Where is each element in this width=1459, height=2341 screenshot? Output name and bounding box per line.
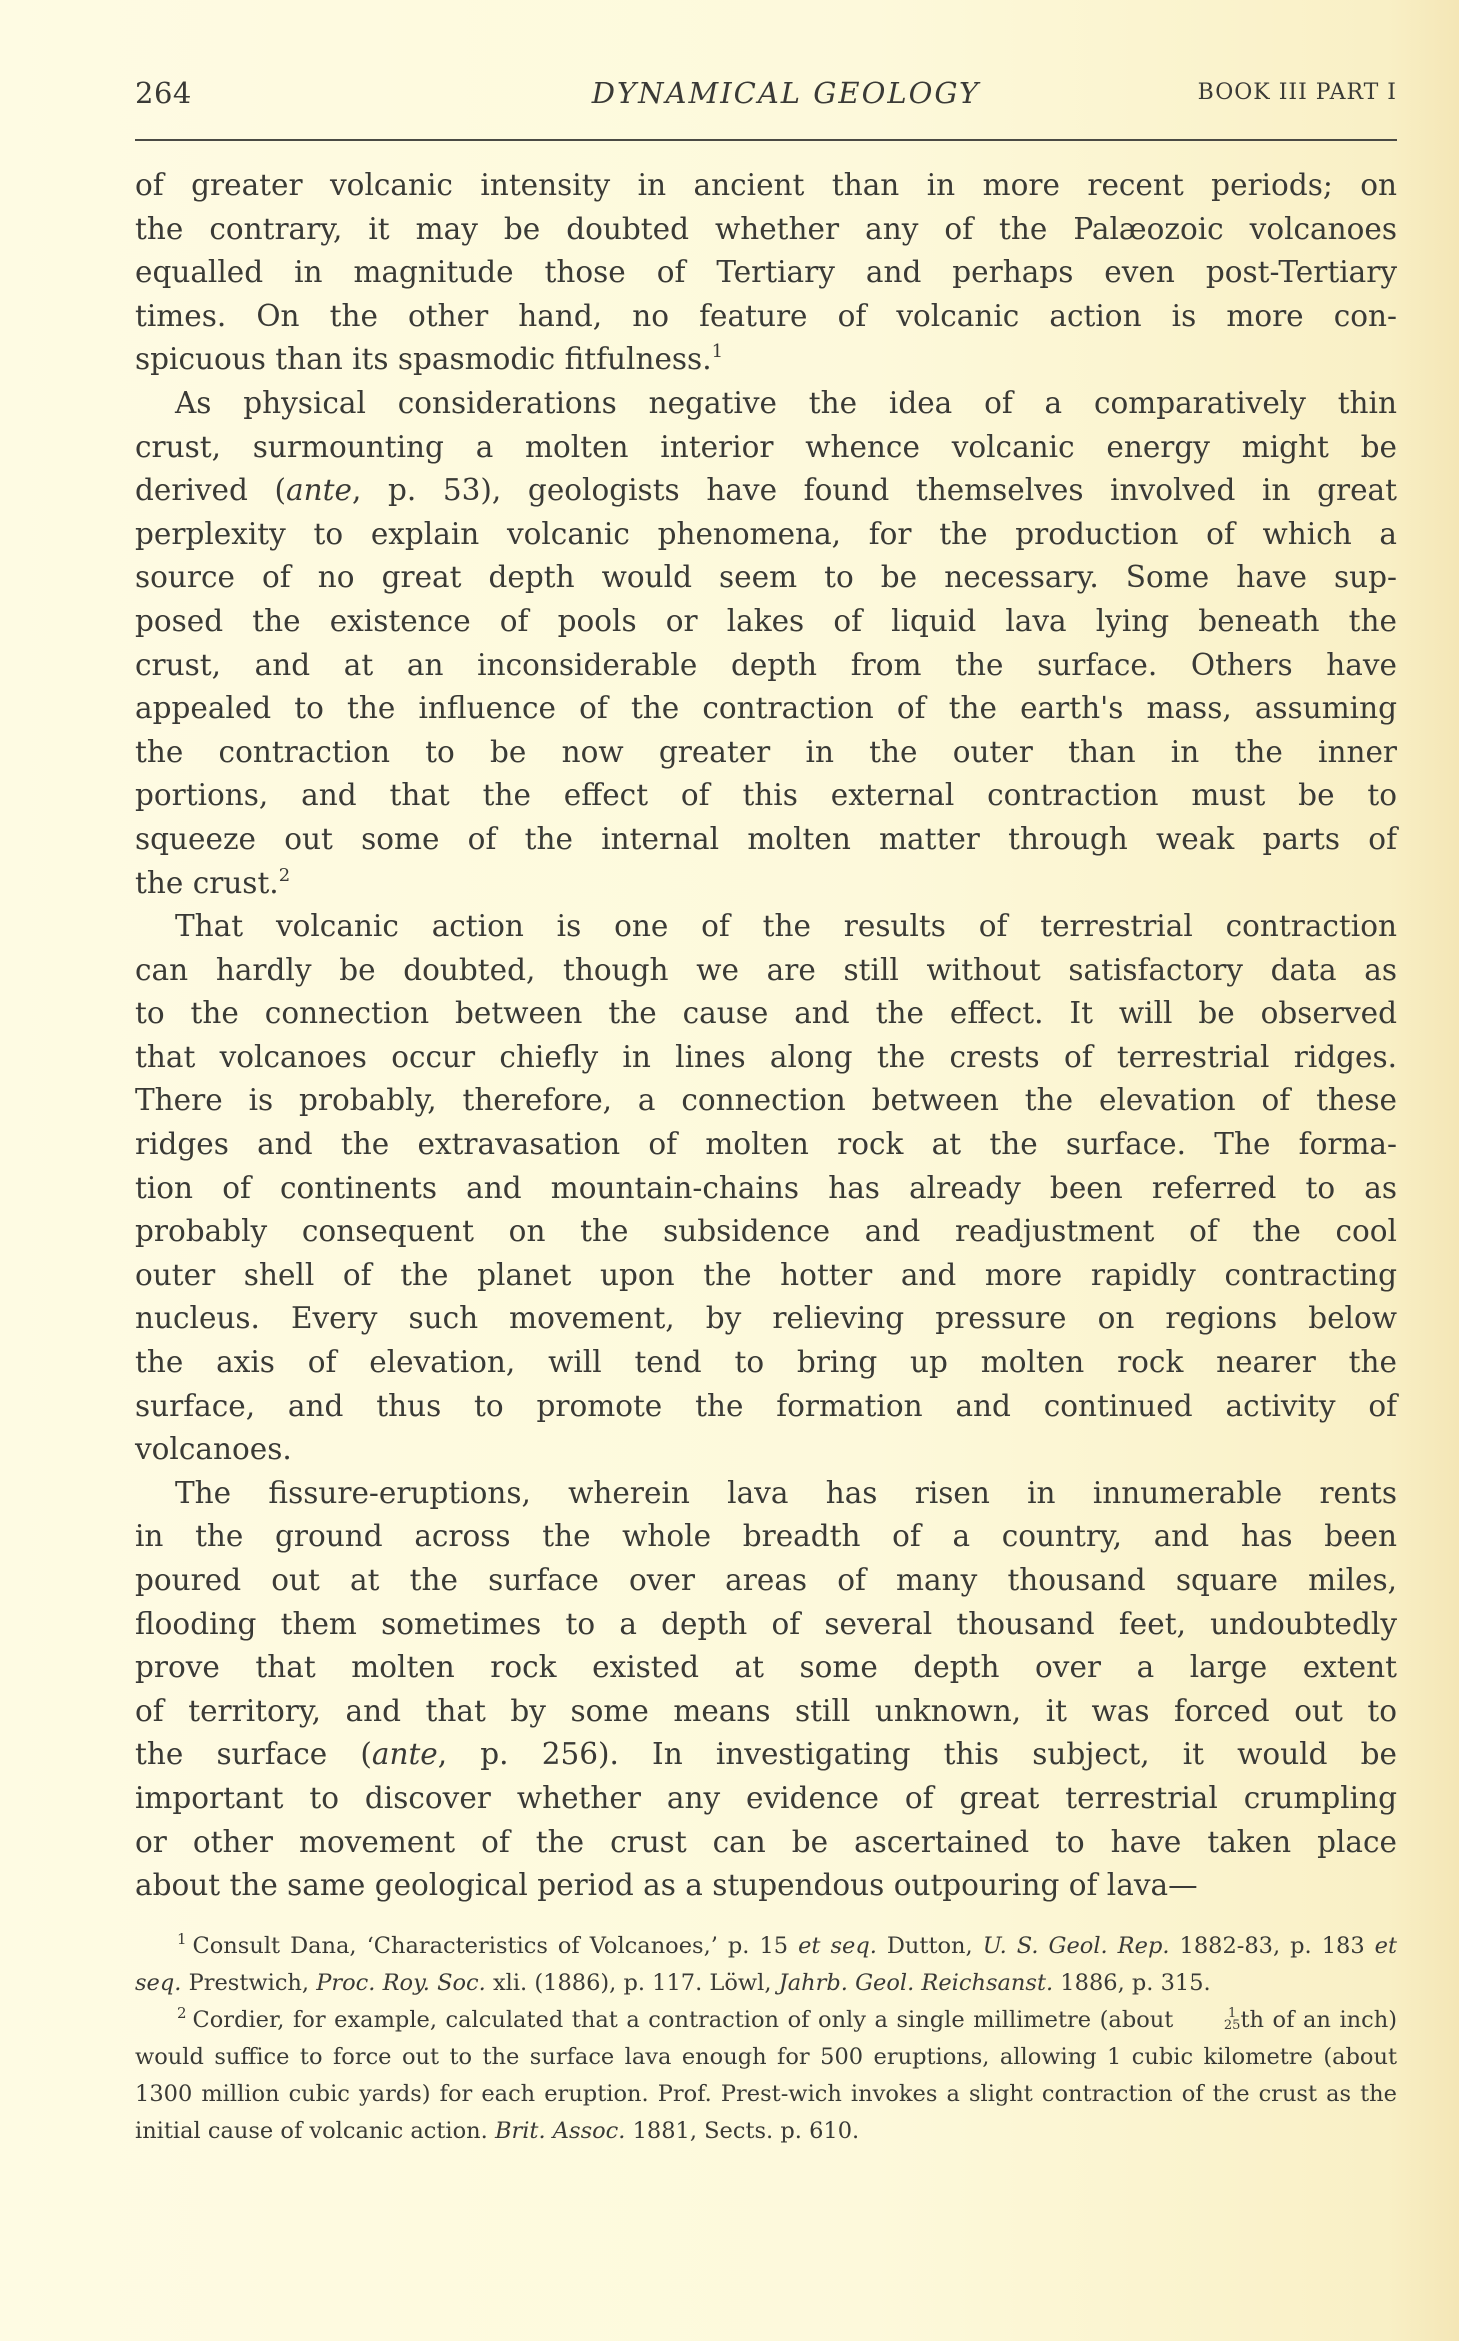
header-rule [135,139,1397,141]
text-line: That volcanic action is one of the results of terrestrial contraction [175,909,1397,944]
footnote-2 [135,2002,1397,2150]
text-line: perplexity to explain volcanic phenomena, for the production of which a [135,516,1397,551]
text-line: portions, and that the effect of this external contraction must be to [135,778,1397,813]
text-line: to the connection between the cause and the effect. It will be observed [135,996,1397,1031]
paragraph [135,905,1397,1472]
footnote-ref-1[interactable]: 1 [711,341,724,363]
paragraph [135,164,1397,382]
text-line: of territory, and that by some means still unknown, it was forced out to [135,1693,1397,1728]
text-line: or other movement of the crust can be ascertained to have taken place [135,1824,1397,1859]
footnote-text: th of an inch) would suffice to force out to the surface lava enough for 500 eruptions, allowing 1 cubic kilometre (about 1300 million cubic yards) for each eruption. Prof. Prest-wich invokes a slight contraction of the crust as the initial cause of volcanic action. [135,2007,1398,2144]
text-line: squeeze out some of the internal molten matter through weak parts of [135,821,1397,856]
text-line: the surface (ante, p. 256). In investigating this subject, it would be [135,1737,1397,1772]
footnotes [135,1928,1397,2150]
footnote-ref-2[interactable]: 2 [278,864,291,886]
footnote-text: Prestwich, [181,1970,317,1996]
paragraph [135,382,1397,905]
citation-italic: U. S. Geol. Rep. [982,1933,1170,1959]
text-line: crust, surmounting a molten interior whence volcanic energy might be [135,429,1397,464]
footnote-text: 1881, Sects. p. 610. [625,2118,860,2144]
text-line: the crust.$^2$ [135,864,291,900]
text-line: the axis of elevation, will tend to bring up molten rock nearer the [135,1345,1397,1380]
text-line: spicuous than its spasmodic fitfulness.$^1$ [135,341,724,377]
text-line: the contrary, it may be doubted whether any of the Palæozoic volcanoes [135,211,1397,246]
text-line: equalled in magnitude those of Tertiary and perhaps even post-Tertiary [135,255,1397,290]
text-line: As physical considerations negative the idea of a comparatively thin [175,385,1397,420]
text-line: about the same geological period as a stupendous outpouring of lava— [135,1868,1198,1903]
text-line: volcanoes. [135,1432,292,1467]
paragraph [135,1472,1397,1908]
footnote-text: 1882-83, p. 183 [1169,1933,1375,1959]
text-line: nucleus. Every such movement, by relieving pressure on regions below [135,1301,1397,1336]
footnote-text: xli. (1886), p. 117. Löwl, [485,1970,779,1996]
page-number: 264 [135,76,192,110]
footnote-text: Cordier, for example, calculated that a contraction of only a single millimetre (about [192,2007,1182,2033]
text-line: flooding them sometimes to a depth of several thousand feet, undoubtedly [135,1606,1397,1641]
citation-italic: Brit. Assoc. [494,2118,626,2144]
fraction: 1 25 [1223,2006,1241,2033]
text-line: times. On the other hand, no feature of volcanic action is more con- [135,298,1397,333]
text-line: the contraction to be now greater in the outer than in the inner [135,734,1397,769]
body-text [135,164,1397,1908]
text-line: of greater volcanic intensity in ancient than in more recent periods; on [135,168,1397,202]
text-line: surface, and thus to promote the formation and continued activity of [135,1388,1397,1423]
footnote-text: Consult Dana, ‘Characteristics of Volcanoes,’ p. 15 [192,1933,799,1959]
footnote-1 [135,1928,1397,2002]
citation-italic: et seq. [798,1933,877,1959]
text-line: important to discover whether any evidence of great terrestrial crumpling [135,1780,1397,1815]
citation-italic: Proc. Roy. Soc. [316,1970,486,1996]
text-line: poured out at the surface over areas of many thousand square miles, [135,1563,1397,1597]
section-label: BOOK III PART I [1197,80,1397,105]
text-line: ridges and the extravasation of molten rock at the surface. The forma- [135,1127,1397,1162]
text-line: outer shell of the planet upon the hotter and more rapidly contracting [135,1257,1397,1292]
text-line: that volcanoes occur chiefly in lines along the crests of terrestrial ridges. [135,1039,1397,1074]
citation-italic: et seq. [135,1933,1398,1996]
text-line: The fissure-eruptions, wherein lava has risen in innumerable rents [175,1475,1397,1510]
text-line: posed the existence of pools or lakes of liquid lava lying beneath the [135,603,1397,638]
footnote-text: 1886, p. 315. [1053,1970,1211,1996]
running-title: DYNAMICAL GEOLOGY [591,76,981,110]
text-line: There is probably, therefore, a connection between the elevation of these [135,1083,1397,1118]
footnote-marker: 1 [177,1930,187,1948]
text-line: in the ground across the whole breadth of a country, and has been [135,1519,1397,1554]
footnote-text: Dutton, [876,1933,983,1959]
text-line: can hardly be doubted, though we are still without satisfactory data as [135,952,1397,987]
footnote-marker: 2 [177,2004,187,2022]
text-line: source of no great depth would seem to be necessary. Some have sup- [135,560,1397,595]
text-line: appealed to the influence of the contraction of the earth's mass, assuming [135,691,1397,726]
text-line: prove that molten rock existed at some depth over a large extent [135,1650,1397,1685]
text-line: tion of continents and mountain-chains has already been referred to as [135,1170,1397,1205]
text-line: derived (ante, p. 53), geologists have found themselves involved in great [135,473,1397,508]
text-line: probably consequent on the subsidence and readjustment of the cool [135,1214,1397,1249]
running-header [135,76,1397,116]
citation-italic: Jahrb. Geol. Reichsanst. [778,1970,1054,1996]
text-line: crust, and at an inconsiderable depth from the surface. Others have [135,647,1397,682]
